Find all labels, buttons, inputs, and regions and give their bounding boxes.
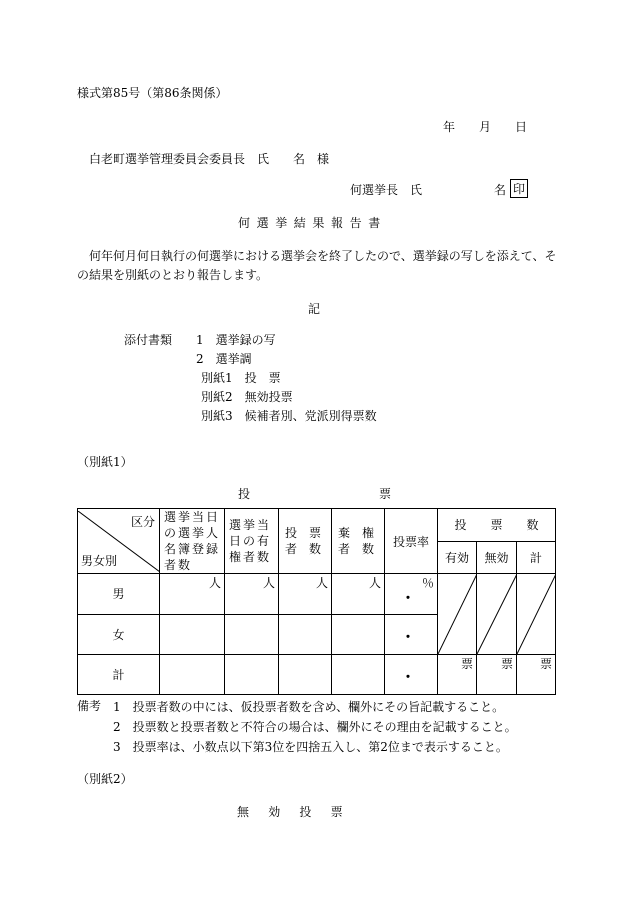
header-abstain-l2: 者 数 (338, 542, 375, 556)
header-registered (160, 509, 225, 574)
header-registered-l4: 者数 (164, 558, 193, 572)
turnout-cell (385, 614, 438, 655)
attachment-item-1: 1 選挙録の写 (196, 333, 276, 347)
table-row (78, 574, 556, 615)
header-valid: 有効 (438, 541, 477, 574)
header-abstain-l1: 棄 権 (338, 526, 375, 540)
sheet1-title-left: 投 (238, 487, 251, 501)
sheet2-label: （別紙2） (77, 772, 133, 786)
header-registered-l1: 選挙当日 (164, 510, 221, 524)
danjo-label: 男女別 (81, 553, 118, 568)
unit-vote: 票 (477, 655, 517, 695)
decimal-point: ・ (401, 591, 415, 607)
body-text-line2: の結果を別紙のとおり報告します。 (77, 268, 269, 282)
header-registered-l2: の選挙人 (164, 526, 221, 540)
header-total: 計 (517, 541, 556, 574)
sender-name-label: 名 (494, 183, 507, 197)
body-text-line1: 何年何月何日執行の何選挙における選挙会を終了したので、選挙録の写しを添えて、そ (89, 249, 557, 263)
form-label: 様式第85号（第86条関係） (77, 86, 228, 100)
date-line: 年 月 日 (443, 120, 528, 134)
slash-cell-total (517, 574, 556, 655)
remark-3: 3 投票率は、小数点以下第3位を四捨五入し、第2位まで表示すること。 (113, 740, 508, 754)
turnout-cell (385, 655, 438, 695)
empty-cell (279, 614, 332, 655)
kubun-label: 区分 (130, 514, 155, 529)
decimal-point: ・ (401, 629, 415, 646)
attachment-sub-2: 別紙2 無効投票 (201, 390, 293, 404)
header-diagonal-cell (78, 509, 160, 574)
empty-cell (332, 614, 385, 655)
turnout-cell (385, 574, 438, 615)
seal-box: 印 (510, 179, 528, 198)
attachments-label: 添付書類 (124, 333, 173, 347)
header-voters (279, 509, 332, 574)
remark-1: 1 投票者数の中には、仮投票者数を含め、欄外にその旨記載すること。 (113, 700, 505, 714)
header-registered-l3: 名簿登録 (164, 542, 221, 556)
empty-cell (160, 614, 225, 655)
header-eligible-l2: 日の有 (229, 534, 272, 548)
row-label-total: 計 (78, 655, 160, 695)
row-label-female: 女 (78, 614, 160, 655)
sheet1-title-right: 票 (379, 487, 392, 501)
unit-person: 人 (332, 574, 385, 615)
vote-table (77, 508, 556, 695)
unit-person: 人 (160, 574, 225, 615)
header-eligible-l1: 選挙当 (229, 518, 272, 532)
empty-cell (225, 655, 279, 695)
attachment-item-2: 2 選挙調 (196, 352, 252, 366)
attachment-sub-3: 別紙3 候補者別、党派別得票数 (201, 409, 377, 423)
unit-person: 人 (225, 574, 279, 615)
remarks-label: 備考 (77, 699, 102, 713)
ki-label: 記 (308, 302, 321, 316)
header-invalid: 無効 (477, 541, 517, 574)
slash-line (477, 574, 517, 654)
row-label-male: 男 (78, 574, 160, 615)
empty-cell (225, 614, 279, 655)
empty-cell (332, 655, 385, 695)
header-abstain (332, 509, 385, 574)
table-row (78, 655, 556, 695)
slash-line (517, 574, 556, 654)
remark-2: 2 投票数と投票者数と不符合の場合は、欄外にその理由を記載すること。 (113, 720, 517, 734)
empty-cell (279, 655, 332, 695)
header-eligible (225, 509, 279, 574)
header-eligible-l3: 権者数 (229, 550, 272, 564)
document-title: 何選挙結果報告書 (238, 216, 387, 230)
empty-cell (160, 655, 225, 695)
unit-person: 人 (279, 574, 332, 615)
attachment-sub-1: 別紙1 投 票 (201, 371, 281, 385)
slash-cell-valid (438, 574, 477, 655)
unit-vote: 票 (438, 655, 477, 695)
unit-percent: ％ (421, 576, 434, 590)
slash-line (438, 574, 477, 654)
sheet2-title: 無効投票 (237, 805, 362, 819)
decimal-point: ・ (401, 670, 415, 686)
slash-cell-invalid (477, 574, 517, 655)
addressee: 白老町選挙管理委員会委員長 氏 名 様 (89, 152, 330, 166)
header-voters-l1: 投 票 (285, 526, 322, 540)
header-votes: 投 票 数 (438, 509, 556, 542)
remarks-list (113, 697, 517, 757)
sheet1-label: （別紙1） (77, 455, 133, 469)
header-turnout: 投票率 (385, 509, 438, 574)
sender: 何選挙長 氏 (350, 183, 423, 197)
unit-vote: 票 (517, 655, 556, 695)
header-voters-l2: 者 数 (285, 542, 322, 556)
